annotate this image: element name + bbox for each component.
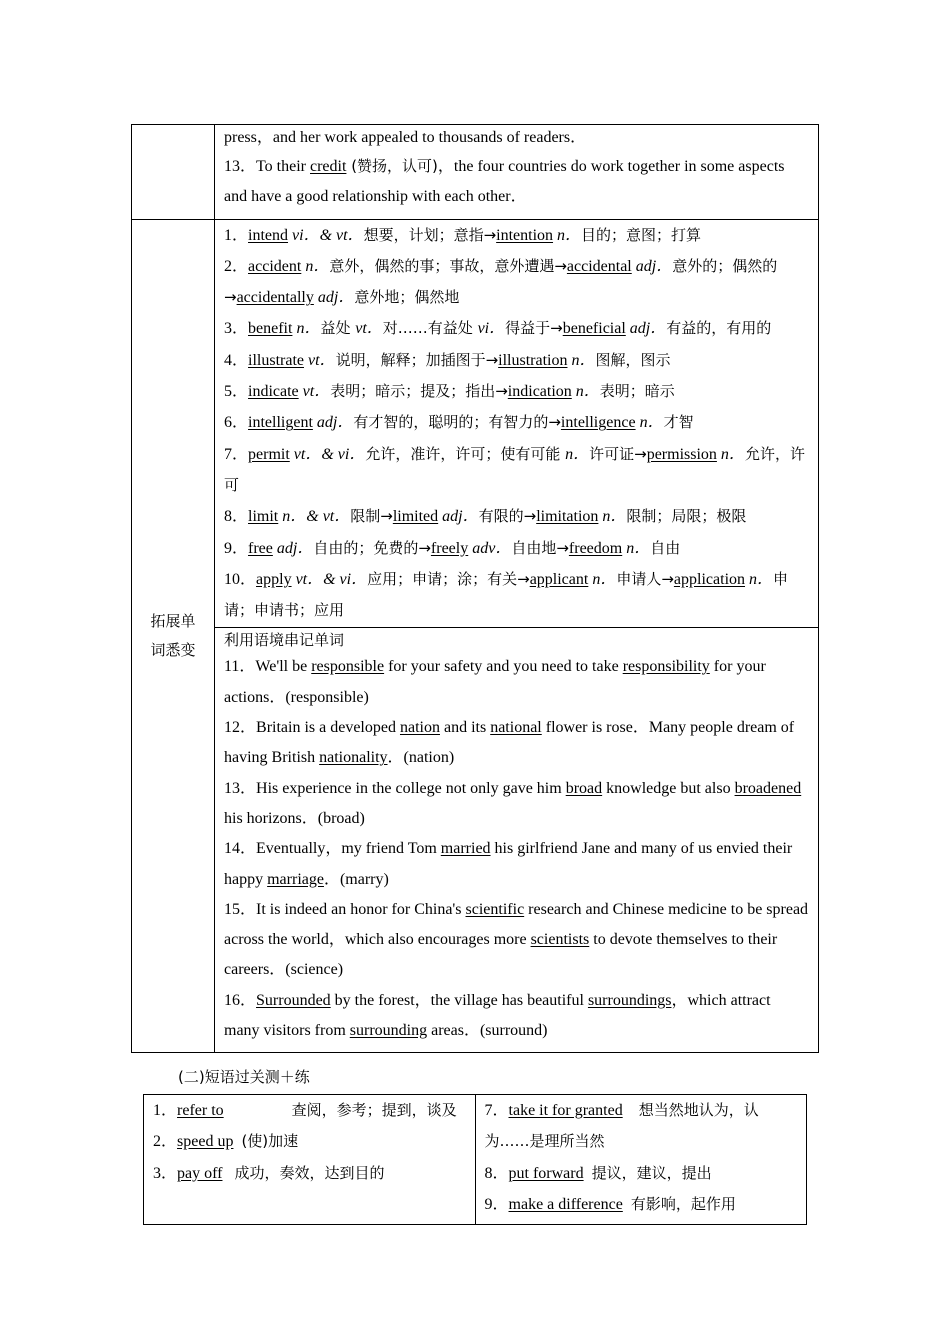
phrase-8: 8．put forward 提议，建议，提出 [484,1163,712,1182]
context-cell [215,628,819,1053]
phrase-7: 7．take it for granted 想当然地认为，认为……是理所当然 [484,1101,759,1151]
context-heading: 利用语境串记单词 [224,631,345,650]
phrase-2: 2．speed up (使)加速 [153,1132,299,1151]
table-row-expand [132,219,819,628]
phrase-left-cell [144,1095,476,1225]
expand-item-6: 6．intelligent adj．有才智的，聪明的；有智力的→intelligence n．才智 [224,413,694,432]
expand-item-2: 2．accident n．意外，偶然的事；事故，意外遭遇→accidental adj．意外的；偶然的→accidentally adj．意外地；偶然地 [224,256,778,307]
expand-item-10: 10．apply vt．& vi．应用；申请；涂；有关→applicant n．申请人→application n．申请；申请书；应用 [224,569,789,620]
expand-item-9: 9．free adj．自由的；免费的→freely adv．自由地→freedom n．自由 [224,538,681,557]
expand-item-4: 4．illustrate vt．说明，解释；加插图于→illustration n．图解，图示 [224,350,671,369]
phrase-row [144,1095,807,1225]
section-label-cell [132,219,215,1053]
sentence-16: 16．Surrounded by the forest，the village has beautiful surroundings，which attract many visitors from surrounding areas．(surround) [224,991,771,1040]
vocabulary-table [131,124,819,1053]
phrase-section-title: (二)短语过关测＋练 [178,1068,310,1086]
phrase-right-cell [475,1095,807,1225]
expand-item-7: 7．permit vt．& vi．允许，准许，许可；使有可能 n．许可证→permission n．允许，许可 [224,444,805,494]
expand-cell [215,219,819,628]
expand-item-5: 5．indicate vt．表明；暗示；提及；指出→indication n．表明；暗示 [224,382,675,401]
prev-content-cell [215,125,819,220]
prev-line: press，and her work appealed to thousands of readers． [224,129,587,146]
section-label: 拓展单 词悉变 [150,611,196,659]
table-row-context [132,628,819,1053]
expand-list [215,220,818,628]
sentence-13: 13．His experience in the college not only gave him broad knowledge but also broadened his horizons．(broad) [224,779,802,827]
sentence-12: 12．Britain is a developed nation and its national flower is rose．Many people dream of having British nationality．(nation) [224,719,795,767]
sentence-11: 11．We'll be responsible for your safety and you need to take responsibility for your actions．(responsible) [224,658,766,706]
phrase-table [143,1094,807,1225]
item-13-credit: 13．To their credit (赞扬，认可)，the four countries do work together in some aspects and have a good relationship with each other． [224,157,785,206]
empty-label-cell [132,125,215,220]
expand-item-1: 1．intend vi．& vt．想要，计划；意指→intention n．目的；意图；打算 [224,225,702,244]
table-row-prev [132,125,819,220]
sentence-14: 14．Eventually，my friend Tom married his girlfriend Jane and many of us envied their happy marriage．(marry) [224,840,793,888]
phrase-9: 9．make a difference 有影响，起作用 [484,1194,736,1213]
phrase-1: 1．refer to 查阅，参考；提到，谈及 [153,1101,457,1119]
phrase-3: 3．pay off 成功，奏效，达到目的 [153,1163,385,1182]
sentence-15: 15．It is indeed an honor for China's scientific research and Chinese medicine to be spread across the world，which also encourages more scientists to devote themselves to their careers．(science) [224,900,809,979]
expand-item-8: 8．limit n．& vt．限制→limited adj．有限的→limitation n．限制；局限；极限 [224,507,747,526]
expand-item-3: 3．benefit n．益处 vt．对……有益处 vi．得益于→beneficial adj．有益的，有用的 [224,319,772,338]
